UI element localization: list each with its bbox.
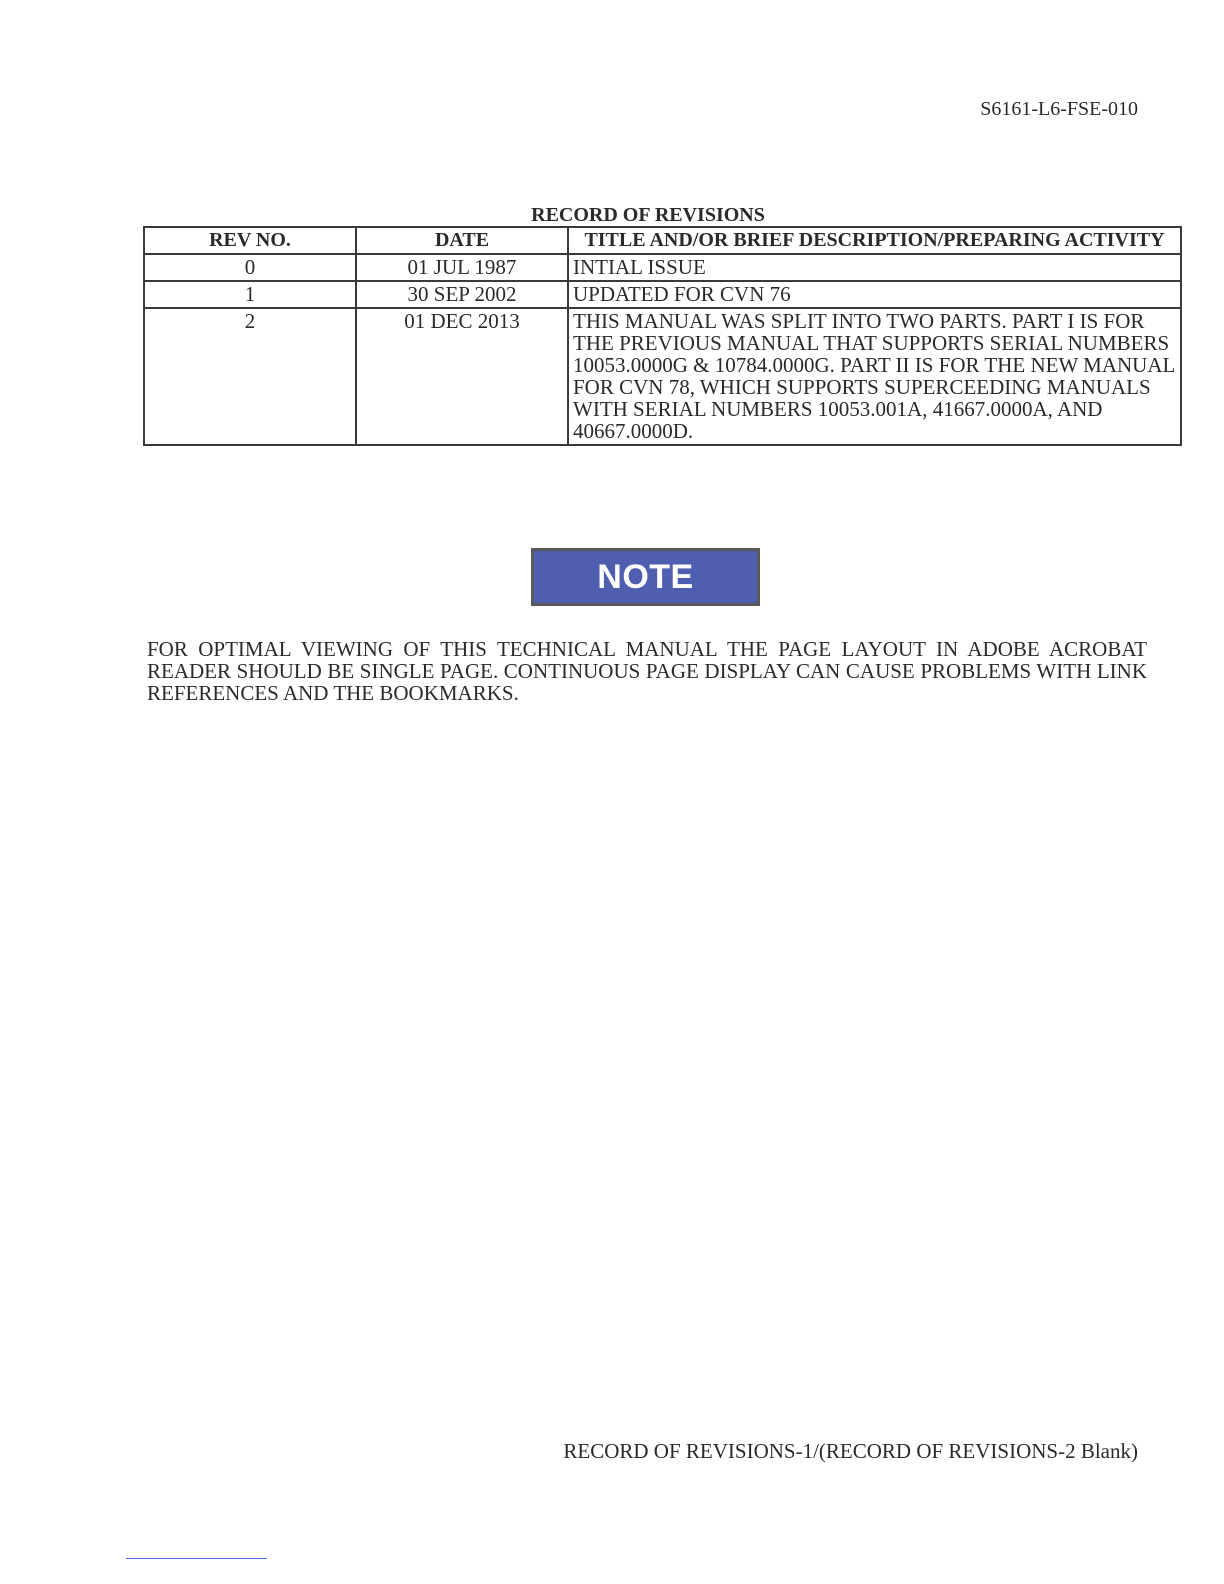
table-title: RECORD OF REVISIONS <box>531 204 765 226</box>
description-cell: THIS MANUAL WAS SPLIT INTO TWO PARTS. PART I IS FOR THE PREVIOUS MANUAL THAT SUPPORTS SERIAL NUMBERS 10053.0000G & 10784.0000G. PART II IS FOR THE NEW MANUAL FOR CVN 78, WHICH SUPPORTS SUPERCEEDING MANUALS WITH SERIAL NUMBERS 10053.001A, 41667.0000A, AND 40667.0000D. <box>568 308 1181 445</box>
table-row <box>144 281 1181 308</box>
note-label: NOTE <box>597 557 694 596</box>
note-body-text: FOR OPTIMAL VIEWING OF THIS TECHNICAL MANUAL THE PAGE LAYOUT IN ADOBE ACROBAT READER SHOULD BE SINGLE PAGE. CONTINUOUS PAGE DISPLAY CAN CAUSE PROBLEMS WITH LINK REFERENCES AND THE BOOKMARKS. <box>147 637 1147 705</box>
description-cell: UPDATED FOR CVN 76 <box>568 281 1181 308</box>
date-cell: 30 SEP 2002 <box>356 281 568 308</box>
column-header-rev-no: REV NO. <box>144 227 356 254</box>
note-banner <box>531 548 760 606</box>
footnote-divider <box>126 1558 267 1559</box>
rev-number-cell: 2 <box>144 308 356 445</box>
rev-number-cell: 1 <box>144 281 356 308</box>
date-cell: 01 DEC 2013 <box>356 308 568 445</box>
revisions-table <box>143 226 1182 446</box>
column-header-date: DATE <box>356 227 568 254</box>
table-header-row <box>144 227 1181 254</box>
rev-number-cell: 0 <box>144 254 356 281</box>
table-row <box>144 308 1181 445</box>
date-cell: 01 JUL 1987 <box>356 254 568 281</box>
document-number: S6161-L6-FSE-010 <box>980 98 1138 120</box>
page-footer: RECORD OF REVISIONS-1/(RECORD OF REVISIONS-2 Blank) <box>563 1439 1138 1463</box>
description-cell: INTIAL ISSUE <box>568 254 1181 281</box>
table-row <box>144 254 1181 281</box>
column-header-description: TITLE AND/OR BRIEF DESCRIPTION/PREPARING ACTIVITY <box>568 227 1181 254</box>
